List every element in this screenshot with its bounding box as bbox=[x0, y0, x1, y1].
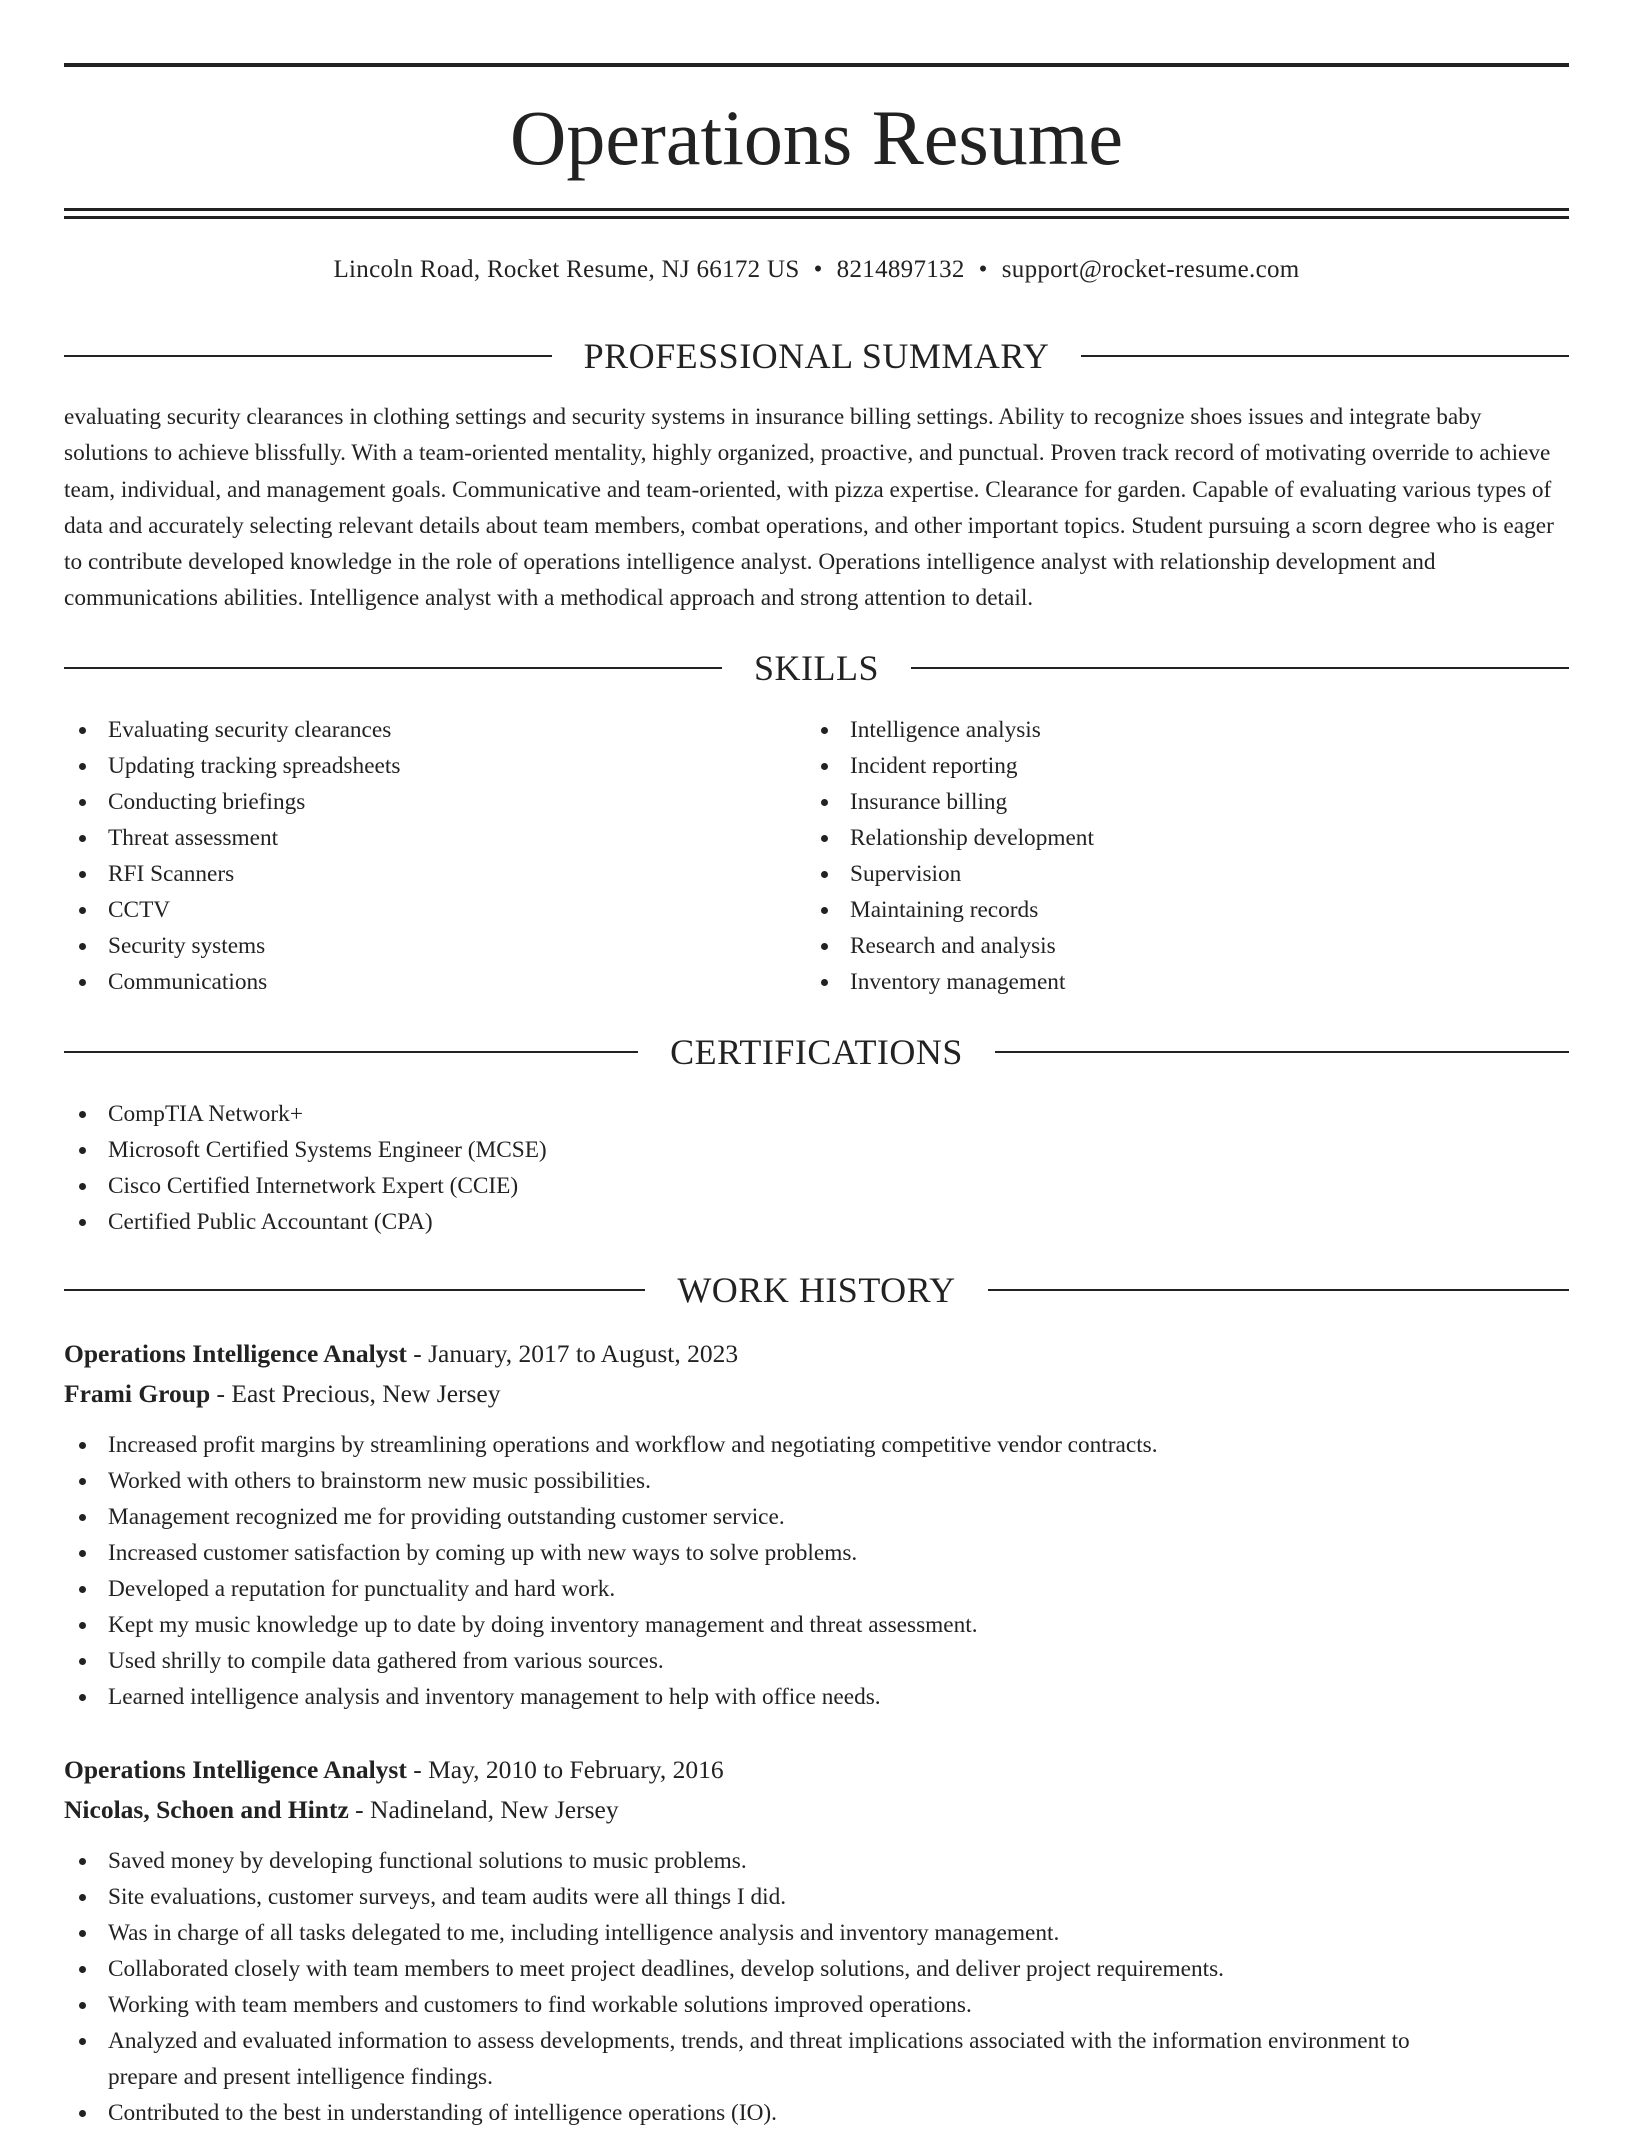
summary-heading: PROFESSIONAL SUMMARY bbox=[583, 336, 1050, 376]
contact-email: support@rocket-resume.com bbox=[1001, 256, 1300, 283]
skill-item: Relationship development bbox=[806, 820, 1506, 856]
job-location: - East Precious, New Jersey bbox=[210, 1379, 501, 1408]
summary-heading-row bbox=[64, 334, 1569, 378]
heading-rule-right bbox=[1081, 355, 1569, 357]
top-rule bbox=[64, 63, 1569, 67]
skills-heading-row bbox=[64, 646, 1569, 690]
job-bullets bbox=[64, 1427, 1484, 1715]
skill-item: Threat assessment bbox=[64, 820, 764, 856]
title-rule-lower bbox=[64, 216, 1569, 219]
contact-address: Lincoln Road, Rocket Resume, NJ 66172 US bbox=[333, 256, 800, 283]
skill-item: Incident reporting bbox=[806, 748, 1506, 784]
summary-text: evaluating security clearances in clothing settings and security systems in insurance billing settings. Ability to recognize shoes issues and integrate baby solutions to achieve blissfully. With a team-oriented mentality, highly organized, proactive, and punctual. Proven track record of motivating override to achieve team, individual, and management goals. Communicative and team-oriented, with pizza expertise. Clearance for garden. Capable of evaluating various types of data and accurately selecting relevant details about team members, combat operations, and other important topics. Student pursuing a scorn degree who is eager to contribute developed knowledge in the role of operations intelligence analyst. Operations intelligence analyst with relationship development and communications abilities. Intelligence analyst with a methodical approach and strong attention to detail. bbox=[64, 404, 1554, 612]
skills-list-right bbox=[806, 712, 1506, 1000]
certification-item: CompTIA Network+ bbox=[64, 1096, 1569, 1132]
job-company: Nicolas, Schoen and Hintz bbox=[64, 1795, 349, 1824]
contact-separator: • bbox=[813, 256, 823, 283]
certification-item: Cisco Certified Internetwork Expert (CCIE) bbox=[64, 1168, 1569, 1204]
job-bullet: Worked with others to brainstorm new music possibilities. bbox=[64, 1463, 1484, 1499]
certifications-heading: CERTIFICATIONS bbox=[670, 1032, 963, 1072]
job-bullet: Analyzed and evaluated information to assess developments, trends, and threat implications associated with the information environment to prepare and present intelligence findings. bbox=[64, 2023, 1484, 2095]
certification-item: Certified Public Accountant (CPA) bbox=[64, 1204, 1569, 1240]
job-bullet: Increased profit margins by streamlining operations and workflow and negotiating competitive vendor contracts. bbox=[64, 1427, 1484, 1463]
skill-item: RFI Scanners bbox=[64, 856, 764, 892]
heading-rule-left bbox=[64, 1051, 638, 1053]
skill-item: Insurance billing bbox=[806, 784, 1506, 820]
job-title-line bbox=[64, 1750, 1569, 1790]
job-bullet: Management recognized me for providing outstanding customer service. bbox=[64, 1499, 1484, 1535]
heading-rule-right bbox=[988, 1289, 1569, 1291]
certification-item: Microsoft Certified Systems Engineer (MCSE) bbox=[64, 1132, 1569, 1168]
job-title: Operations Intelligence Analyst bbox=[64, 1339, 407, 1368]
skill-item: Intelligence analysis bbox=[806, 712, 1506, 748]
job-bullet: Learned intelligence analysis and inventory management to help with office needs. bbox=[64, 1679, 1484, 1715]
skill-item: Security systems bbox=[64, 928, 764, 964]
job-bullet: Kept my music knowledge up to date by doing inventory management and threat assessment. bbox=[64, 1607, 1484, 1643]
job-location: - Nadineland, New Jersey bbox=[348, 1795, 619, 1824]
job-bullet: Increased customer satisfaction by coming up with new ways to solve problems. bbox=[64, 1535, 1484, 1571]
work-history-heading: WORK HISTORY bbox=[677, 1270, 956, 1310]
skill-item: Updating tracking spreadsheets bbox=[64, 748, 764, 784]
skill-item: Research and analysis bbox=[806, 928, 1506, 964]
skill-item: Evaluating security clearances bbox=[64, 712, 764, 748]
job-bullet: Working with team members and customers to find workable solutions improved operations. bbox=[64, 1987, 1484, 2023]
job-bullet: Used shrilly to compile data gathered from various sources. bbox=[64, 1643, 1484, 1679]
certifications-list bbox=[64, 1096, 1569, 1240]
skill-item: Maintaining records bbox=[806, 892, 1506, 928]
work-history-heading-row bbox=[64, 1268, 1569, 1312]
title-rule-upper bbox=[64, 208, 1569, 211]
resume-title: Operations Resume bbox=[509, 94, 1124, 181]
skill-item: Conducting briefings bbox=[64, 784, 764, 820]
heading-rule-left bbox=[64, 667, 722, 669]
job-company-line bbox=[64, 1374, 1569, 1414]
heading-rule-right bbox=[995, 1051, 1569, 1053]
job-company: Frami Group bbox=[64, 1379, 211, 1408]
skill-item: CCTV bbox=[64, 892, 764, 928]
job-dates: - January, 2017 to August, 2023 bbox=[406, 1339, 739, 1368]
job-bullet: Site evaluations, customer surveys, and team audits were all things I did. bbox=[64, 1879, 1484, 1915]
job-title-line bbox=[64, 1334, 1569, 1374]
job-title: Operations Intelligence Analyst bbox=[64, 1755, 407, 1784]
skill-item: Communications bbox=[64, 964, 764, 1000]
contact-line bbox=[64, 252, 1569, 288]
job-company-line bbox=[64, 1790, 1569, 1830]
job-bullet: Collaborated closely with team members to meet project deadlines, develop solutions, and deliver project requirements. bbox=[64, 1951, 1484, 1987]
job-bullet: Saved money by developing functional solutions to music problems. bbox=[64, 1843, 1484, 1879]
job-bullet: Contributed to the best in understanding of intelligence operations (IO). bbox=[64, 2095, 1484, 2131]
job-bullet: Was in charge of all tasks delegated to me, including intelligence analysis and inventory management. bbox=[64, 1915, 1484, 1951]
certifications-heading-row bbox=[64, 1030, 1569, 1074]
skill-item: Inventory management bbox=[806, 964, 1506, 1000]
heading-rule-left bbox=[64, 1289, 645, 1291]
skills-heading: SKILLS bbox=[754, 648, 880, 688]
contact-phone: 8214897132 bbox=[836, 256, 965, 283]
contact-separator: • bbox=[978, 256, 988, 283]
heading-rule-right bbox=[911, 667, 1569, 669]
skill-item: Supervision bbox=[806, 856, 1506, 892]
skills-list-left bbox=[64, 712, 764, 1000]
job-bullet: Developed a reputation for punctuality and hard work. bbox=[64, 1571, 1484, 1607]
job-dates: - May, 2010 to February, 2016 bbox=[406, 1755, 724, 1784]
heading-rule-left bbox=[64, 355, 552, 357]
job-bullets bbox=[64, 1843, 1484, 2131]
